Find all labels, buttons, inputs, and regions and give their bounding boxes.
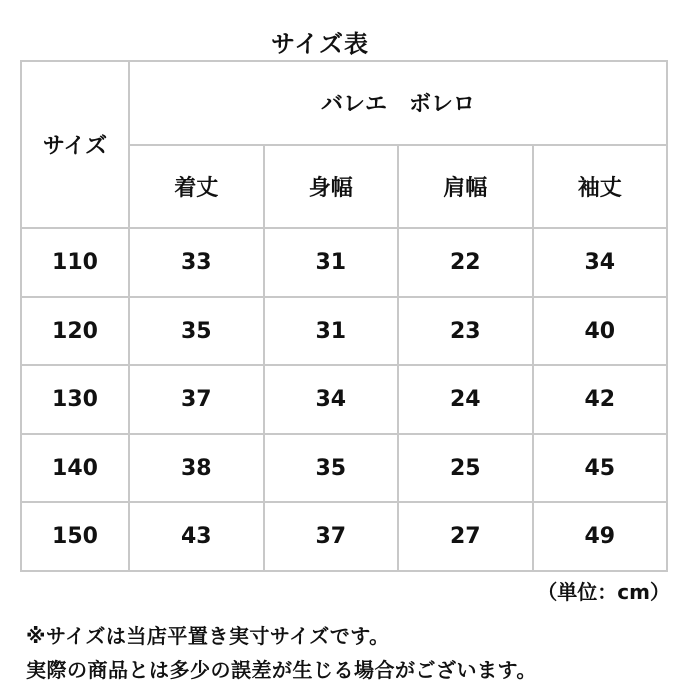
row-size: 150 [21, 502, 129, 571]
cell-length: 38 [129, 434, 264, 503]
table-row [21, 297, 667, 366]
cell-length: 43 [129, 502, 264, 571]
cell-shoulder: 25 [398, 434, 533, 503]
product-name-header: バレエ ボレロ [129, 61, 667, 145]
page-title: サイズ表 [270, 30, 370, 58]
cell-width: 34 [264, 365, 399, 434]
row-size: 120 [21, 297, 129, 366]
cell-sleeve: 42 [533, 365, 668, 434]
cell-sleeve: 45 [533, 434, 668, 503]
note-variance: 実際の商品とは多少の誤差が生じる場合がございます。 [26, 658, 537, 682]
row-size: 140 [21, 434, 129, 503]
cell-sleeve: 49 [533, 502, 668, 571]
column-header-shoulder: 肩幅 [398, 145, 533, 229]
column-header-length: 着丈 [129, 145, 264, 229]
cell-width: 31 [264, 228, 399, 297]
column-header-sleeve: 袖丈 [533, 145, 668, 229]
cell-shoulder: 24 [398, 365, 533, 434]
cell-shoulder: 27 [398, 502, 533, 571]
row-size: 130 [21, 365, 129, 434]
cell-sleeve: 40 [533, 297, 668, 366]
size-table [20, 60, 668, 572]
table-header-row [21, 61, 667, 145]
row-size: 110 [21, 228, 129, 297]
unit-label: （単位：cm） [537, 580, 670, 604]
cell-shoulder: 22 [398, 228, 533, 297]
cell-length: 37 [129, 365, 264, 434]
cell-width: 31 [264, 297, 399, 366]
table-row [21, 434, 667, 503]
cell-shoulder: 23 [398, 297, 533, 366]
cell-width: 35 [264, 434, 399, 503]
cell-width: 37 [264, 502, 399, 571]
cell-length: 35 [129, 297, 264, 366]
cell-sleeve: 34 [533, 228, 668, 297]
column-header-width: 身幅 [264, 145, 399, 229]
table-row [21, 365, 667, 434]
note-measurement: ※サイズは当店平置き実寸サイズです。 [26, 624, 390, 648]
size-column-header: サイズ [21, 61, 129, 228]
table-row [21, 502, 667, 571]
table-row [21, 228, 667, 297]
cell-length: 33 [129, 228, 264, 297]
